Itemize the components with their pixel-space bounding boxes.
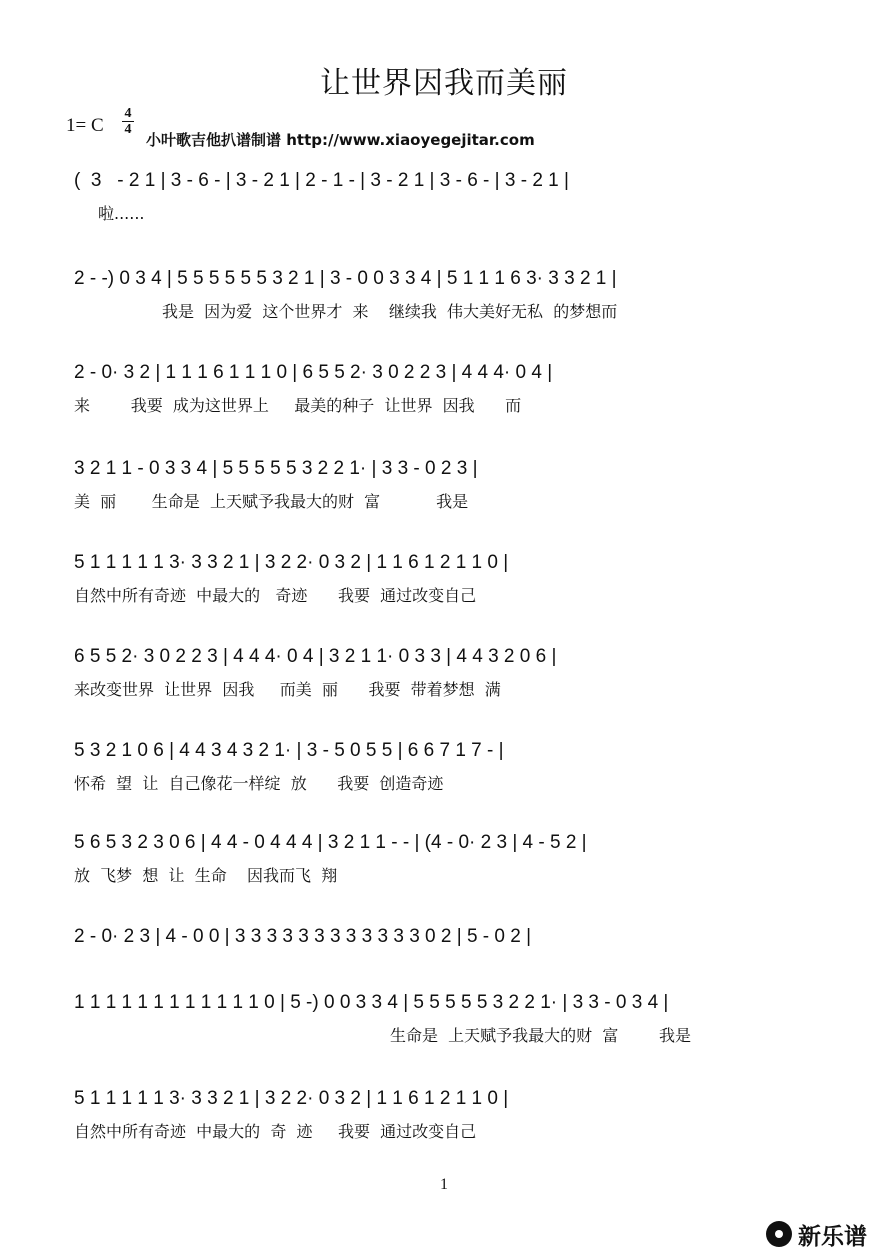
score-line-6 <box>0 640 888 718</box>
song-title: 让世界因我而美丽 <box>320 66 568 101</box>
score-line-8 <box>0 826 888 904</box>
notation-line: 5 1 1 1 1 1 3· 3 3 2 1 | 3 2 2· 0 3 2 | 1 1 6 1 2 1 1 0 | <box>74 552 509 573</box>
lyric-line: 来 我要 成为这世界上 最美的种子 让世界 因我 而 <box>74 396 522 415</box>
notation-line: 2 - -) 0 3 4 | 5 5 5 5 5 5 3 2 1 | 3 - 0 0 3 3 4 | 5 1 1 1 6 3· 3 3 2 1 | <box>74 268 617 289</box>
time-signature-top: 4 <box>124 106 132 121</box>
lyric-line <box>74 956 826 984</box>
lyric-line: 我是 因为爱 这个世界才 来 继续我 伟大美好无私 的梦想而 <box>162 302 618 321</box>
notation-line: 5 1 1 1 1 1 3· 3 3 2 1 | 3 2 2· 0 3 2 | 1 1 6 1 2 1 1 0 | <box>74 1088 509 1109</box>
lyric-line: 生命是 上天赋予我最大的财 富 我是 <box>390 1026 692 1045</box>
lyric-line: 来改变世界 让世界 因我 而美 丽 我要 带着梦想 满 <box>74 680 501 699</box>
notation-line: 6 5 5 2· 3 0 2 2 3 | 4 4 4· 0 4 | 3 2 1 1· 0 3 3 | 4 4 3 2 0 6 | <box>74 646 557 667</box>
notation-line: 3 2 1 1 - 0 3 3 4 | 5 5 5 5 5 3 2 2 1· | 3 3 - 0 2 3 | <box>74 458 478 479</box>
score-line-7 <box>0 734 888 812</box>
site-logo <box>766 1217 884 1251</box>
score-line-2 <box>0 262 888 340</box>
lyric-line: 怀希 望 让 自己像花一样绽 放 我要 创造奇迹 <box>74 774 444 793</box>
music-disc-icon <box>766 1221 792 1247</box>
score-line-11 <box>0 1082 888 1160</box>
key-signature: 1= C <box>66 115 104 136</box>
score-line-4 <box>0 452 888 530</box>
notation-line: ( 3 - 2 1 | 3 - 6 - | 3 - 2 1 | 2 - 1 - | 3 - 2 1 | 3 - 6 - | 3 - 2 1 | <box>74 170 569 191</box>
time-signature-bottom: 4 <box>124 122 132 137</box>
notation-line: 5 6 5 3 2 3 0 6 | 4 4 - 0 4 4 4 | 3 2 1 1 - - | (4 - 0· 2 3 | 4 - 5 2 | <box>74 832 587 853</box>
score-line-3 <box>0 356 888 434</box>
lyric-line: 美 丽 生命是 上天赋予我最大的财 富 我是 <box>74 492 469 511</box>
notation-line: 2 - 0· 2 3 | 4 - 0 0 | 3 3 3 3 3 3 3 3 3 3 3 3 0 2 | 5 - 0 2 | <box>74 926 532 947</box>
score-line-10 <box>0 986 888 1064</box>
site-logo-text: 新乐谱 <box>798 1223 867 1250</box>
time-signature <box>120 106 136 137</box>
lyric-line: 自然中所有奇迹 中最大的 奇 迹 我要 通过改变自己 <box>74 1122 477 1141</box>
lyric-line: 啦...... <box>98 204 145 223</box>
page-number: 1 <box>440 1176 448 1193</box>
score-line-1 <box>0 164 888 242</box>
arranger-credit: 小叶歌吉他扒谱制谱 http://www.xiaoyegejitar.com <box>146 131 535 149</box>
lyric-line: 自然中所有奇迹 中最大的 奇迹 我要 通过改变自己 <box>74 586 477 605</box>
notation-line: 1 1 1 1 1 1 1 1 1 1 1 1 0 | 5 -) 0 0 3 3 4 | 5 5 5 5 5 3 2 2 1· | 3 3 - 0 3 4 | <box>74 992 669 1013</box>
lyric-line: 放 飞梦 想 让 生命 因我而飞 翔 <box>74 866 338 885</box>
notation-line: 5 3 2 1 0 6 | 4 4 3 4 3 2 1· | 3 - 5 0 5 5 | 6 6 7 1 7 - | <box>74 740 504 761</box>
notation-line: 2 - 0· 3 2 | 1 1 1 6 1 1 1 0 | 6 5 5 2· 3 0 2 2 3 | 4 4 4· 0 4 | <box>74 362 553 383</box>
score-line-5 <box>0 546 888 624</box>
